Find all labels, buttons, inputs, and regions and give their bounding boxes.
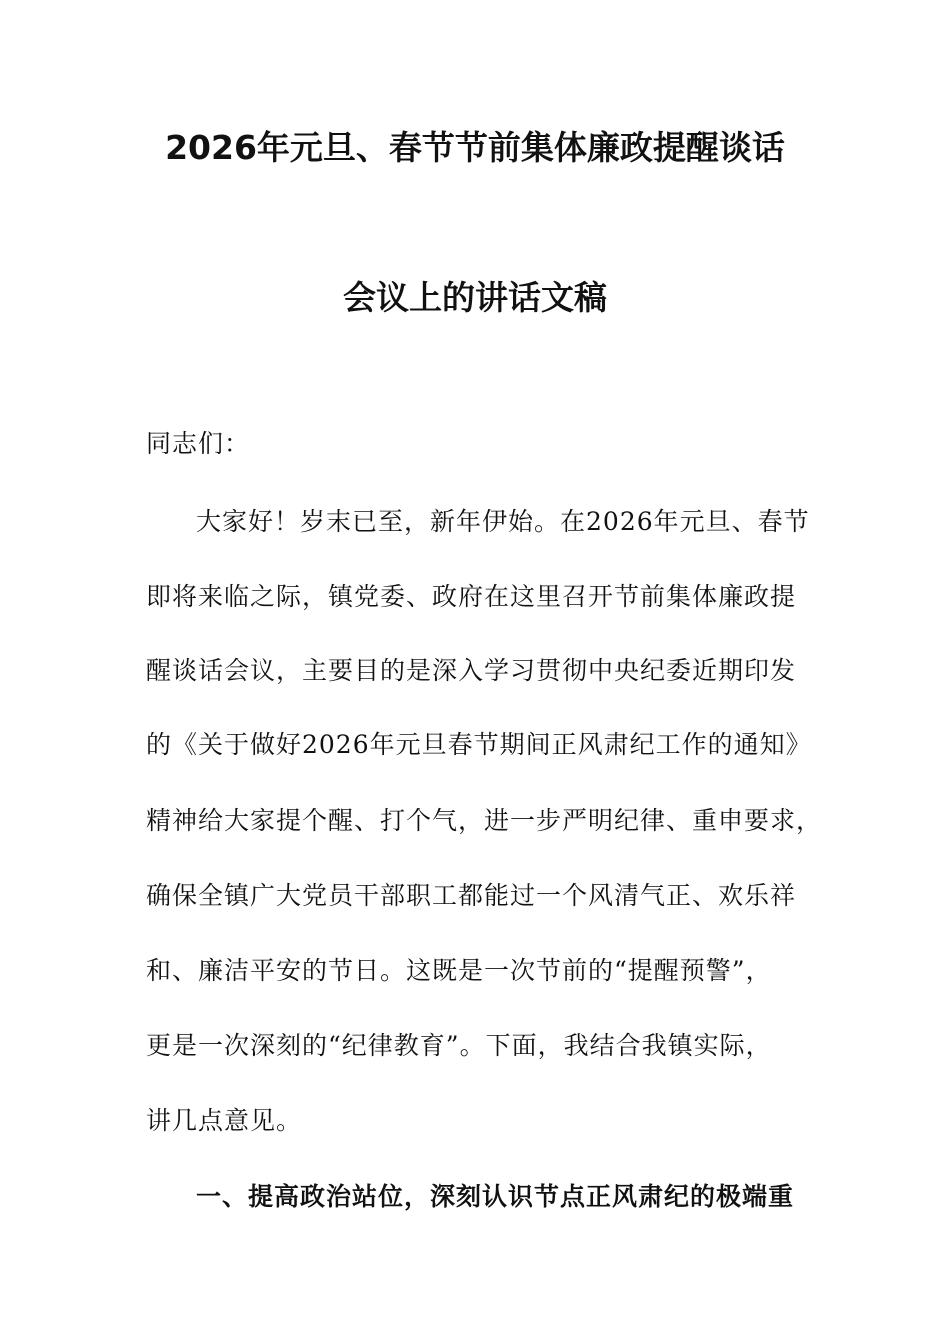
paragraph-line: 精神给大家提个醒、打个气，进一步严明纪律、重申要求， bbox=[146, 806, 823, 835]
section-heading-1: 一、提高政治站位，深刻认识节点正风肃纪的极端重 bbox=[196, 1182, 795, 1211]
document-title-line-1: 2026年元旦、春节节前集体廉政提醒谈话 bbox=[165, 128, 785, 167]
paragraph-line: 大家好！岁末已至，新年伊始。在2026年元旦、春节 bbox=[196, 507, 810, 536]
paragraph-line: 更是一次深刻的“纪律教育”。下面，我结合我镇实际， bbox=[146, 1031, 772, 1060]
paragraph-line: 讲几点意见。 bbox=[146, 1106, 303, 1135]
paragraph-line: 确保全镇广大党员干部职工都能过一个风清气正、欢乐祥 bbox=[146, 881, 797, 910]
paragraph-line: 即将来临之际，镇党委、政府在这里召开节前集体廉政提 bbox=[146, 582, 797, 611]
paragraph-line: 的《关于做好2026年元旦春节期间正风肃纪工作的通知》 bbox=[146, 730, 812, 759]
document-title-line-2: 会议上的讲话文稿 bbox=[343, 278, 607, 317]
paragraph-line: 醒谈话会议，主要目的是深入学习贯彻中央纪委近期印发 bbox=[146, 656, 797, 685]
salutation: 同志们： bbox=[146, 429, 251, 458]
paragraph-line: 和、廉洁平安的节日。这既是一次节前的“提醒预警”， bbox=[146, 956, 772, 985]
